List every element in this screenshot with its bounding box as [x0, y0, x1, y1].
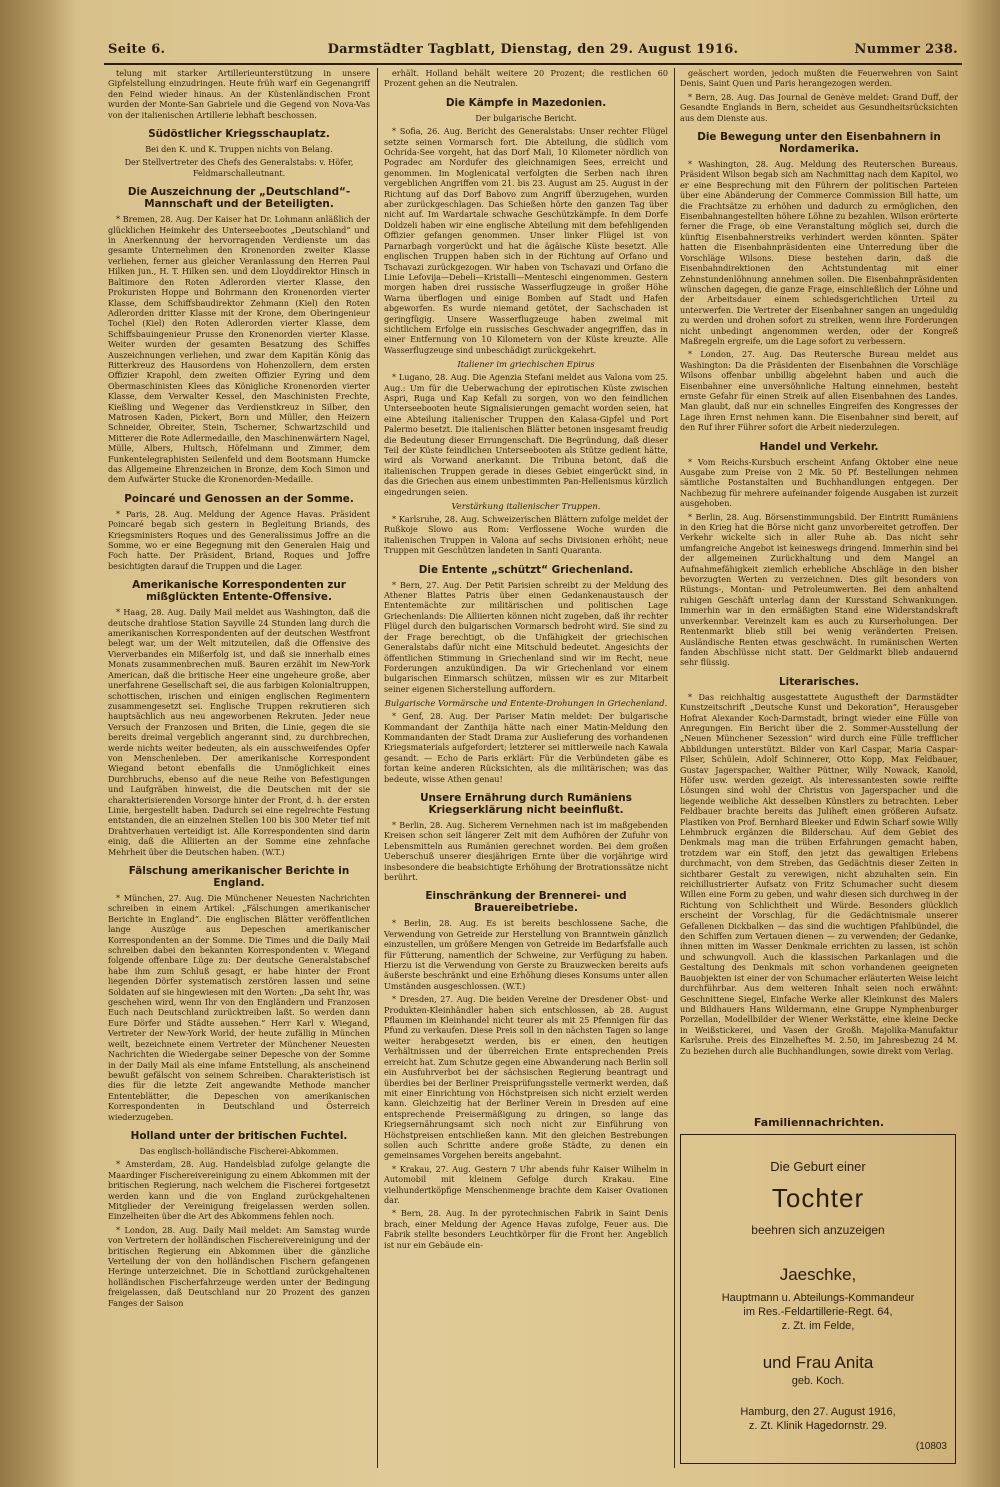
article-subheadline: Bulgarische Vormärsche und Entente-Drohungen in Griechenland.: [384, 698, 668, 709]
article-paragraph: * Paris, 28. Aug. Meldung der Agence Havas. Präsident Poincaré begab sich gestern in Begleitung Briands, des Kriegsministers Roques und des Generalissimus Joffre an die Somme, wo er eine Begegnung mit den Generalen Haig und Foch hatte. Der Präsident, Briand, Roques und Joffre besichtigten darauf die Truppen und die Lager.: [108, 508, 370, 571]
article-headline: Fälschung amerikanischer Berichte in England.: [128, 865, 350, 889]
header-page-number: Seite 6.: [108, 42, 166, 57]
header-rule: [104, 63, 962, 65]
birth-announcement: [680, 1134, 956, 1464]
article-headline: Literarisches.: [779, 675, 859, 688]
header-title: Darmstädter Tagblatt, Dienstag, den 29. August 1916.: [327, 42, 739, 57]
article-paragraph: * Dresden, 27. Aug. Die beiden Vereine der Dresdener Obst- und Produkten-Kleinhändler haben sich entschlossen, ab 28. August Pflaumen im Kleinhandel nicht teurer als mit 25 Pfennigen für das Pfund zu verkaufen. Diese Preis soll in den nächsten Tagen so lange weiter herabgesetzt werden, bis er einen, den heutigen Verhältnissen und der überreichen Ernte entsprechenden Preis erreicht hat. Zum Schutze gegen eine Abwanderung nach Berlin soll ein Ausfuhrverbot bei der sächsischen Regierung beantragt und überdies bei der Berliner Preisprüfungsstelle vermerkt werden, daß mit einer Einrichtung von Höchstpreisen sich nicht erzielt werden kann. Gleichzeitig hat der Berliner Verein in Dresden auf eine entsprechende Preisermäßigung zu dringen, so lange das Kriegsernährungsamt sich noch nicht zur Einführung von Höchstpreisen entschließen kann. Mit den gleichen Bestrebungen sollen auch Schritte andere große Städte, zu denen ein gemeinsames Vorgehen bereits angebahnt.: [384, 994, 668, 1161]
article-headline: Poincaré und Genossen an der Somme.: [124, 492, 354, 505]
article-paragraph: * Bern, 28. Aug. Das Journal de Genève meldet: Grand Duff, der Gesandte Englands in Bern, scheidet aus Gesundheitsrücksichten aus dem Dienste aus.: [680, 91, 958, 123]
column-1: [108, 68, 370, 1473]
announcement-line: Die Geburt einer: [770, 1159, 866, 1174]
announcement-rank: Hauptmann u. Abteilungs-Kommandeur: [721, 1292, 915, 1304]
article-paragraph: * London, 27. Aug. Das Reutersche Bureau meldet aus Washington: Da die Präsidenten der Eisenbahnen die Vorschläge Wilsons offenbar unbillig abgelehnt haben und auch die Eisenbahner eine unversöhnliche Haltung einnehmen, besteht ernste Gefahr für einen Streik auf allen Eisenbahnen des Landes. Man glaubt, daß nur ein schnelles Eingreifen des Kongresses der Lage ihren Ernst nehmen kann. Die Eisenbahner sind bereit, auf den Ruf ihrer Führer sofort die Arbeit niederzulegen.: [680, 349, 958, 433]
article-headline: Die Kämpfe in Mazedonien.: [445, 96, 607, 109]
page-spine-shadow: [0, 0, 78, 1487]
announcement-father-name: Jaeschke,: [779, 1265, 857, 1284]
page-header: [108, 42, 958, 62]
column-divider: [377, 68, 378, 1468]
announcement-line: beehren sich anzuzeigen: [751, 1223, 885, 1237]
article-paragraph: * Sofia, 26. Aug. Bericht des Generalstabs: Unser rechter Flügel setzte seinen Vormarsch fort. Die Abteilung, die südlich vom Ochrida-See vorgeht, hat das Dorf Mali, 10 Kilometer nördlich von Pogradec am Nordufer des gleichnamigen Sees, erreicht und genommen. Im Moglenicatal verfolgten die Serben nach ihren vergeblichen Angriffen vom 21. bis 23. August am 25. August in der Richtung auf das Dorf Babovo zum Angriff überzugehen, wurden aber zurückgeschlagen. Das Schießen hörte den ganzen Tag über nicht auf. Im Wardartale schwache Geschützkämpfe. In dem Dorfe Doldzeli haben wir eine englische Abteilung mit dem befehligenden Offizier gefangen genommen. Unser linker Flügel ist von Parnarbagh vorgerückt und hat die ägäische Küste besetzt. Alle englischen Truppen haben sich in der Richtung auf Orfano und Tschavazi zurückgezogen. Wir haben von Tschavazi und Orfano die Linie Lefovija—Debeli—Kristalli—Menteschi eingenommen. Gestern morgen haben drei russische Wasserflugzeuge in großer Höhe Warna überflogen und einige Bomben auf Stadt und Hafen abgeworfen. Es wurde niemand getötet, der Sachschaden ist geringfügig. Unsere Wasserflugzeuge haben zweimal mit sichtlichem Erfolge ein russisches Geschwader angegriffen, das in einer Entfernung von 10 Kilometern von der Küste kreuzte. Alle Wasserflugzeuge sind unbeschädigt zurückgekehrt.: [384, 126, 668, 355]
article-subtitle: Der bulgarische Bericht.: [475, 112, 577, 123]
article-headline: Die Entente „schützt“ Griechenland.: [418, 563, 634, 576]
article-paragraph: erhält. Holland behält weitere 20 Prozent; die restlichen 60 Prozent gehen an die Neutralen.: [384, 68, 668, 89]
article-headline: Handel und Verkehr.: [759, 440, 879, 453]
article-headline: Die Auszeichnung der „Deutschland“-Mannschaft und der Beteiligten.: [127, 186, 351, 211]
announcement-headline: Tochter: [771, 1183, 865, 1213]
article-headline: Südöstlicher Kriegsschauplatz.: [148, 128, 330, 141]
article-paragraph: * Berlin, 28. Aug. Börsenstimmungsbild. Der Eintritt Rumäniens in den Krieg hat die Börse nicht ganz unvorbereitet getroffen. Der Verkehr wickelte sich in aller Ruhe ab. Das nicht sehr umfangreiche Angebot ist keineswegs dringend. Immerhin sind bei der allgemeinen Zurückhaltung und dem Mangel an Aufnahmefähigkeit ziemlich erhebliche Abschläge in den bisher bevorzugten Werten zu verzeichnen. Dies gilt besonders von Rüstungs-, Montan- und Petroleumwerten. Bei dem anhaltend ruhigen Geschäft unterlag dann der Kursstand Schwankungen. Immerhin war in den ermäßigten Stand eine Widerstandskraft unverkennbar. Vereinzelt kam es auch zu Kurserholungen. Der Rentenmarkt blieb still bei wenig veränderten Preisen. Ausländische Renten etwas geschwächt. In rumänischen Werten fanden Abschlüsse nicht statt. Der Geldmarkt blieb andauernd sehr flüssig.: [680, 511, 958, 668]
article-paragraph: * Vom Reichs-Kursbuch erscheint Anfang Oktober eine neue Ausgabe zum Preise von 2 Mk. 50 Pf. Bestellungen nehmen sämtliche Postanstalten und Buchhandlungen entgegen. Der Nachbezug für mehrere aufeinander folgende Ausgaben ist zurzeit ausgehoben.: [680, 456, 958, 509]
article-headline: Amerikanische Korrespondenten zur mißglückten Entente-Offensive.: [132, 579, 346, 604]
family-notices-heading: Familiennachrichten.: [753, 1116, 885, 1129]
column-2: [384, 68, 668, 1473]
announcement-location: z. Zt. im Felde,: [781, 1320, 855, 1332]
article-paragraph: * Haag, 28. Aug. Daily Mail meldet aus Washington, daß die deutsche drahtlose Station Sayville 24 Stunden lang durch die amerikanischen Korrespondenten auf der deutschen Westfront belegt war, um der Welt mitzuteilen, daß die Offensive des Vierverbandes ein Mißerfolg ist, und daß sie innerhalb eines Monats zusammenbrechen muß. Bauren erzählt im New-York American, daß die britische Heer eine ungeheure große, aber unerfahrene Gesellschaft sei, die aus farbigen Kolonialtruppen, schottischen, irischen und einigen englischen Regimentern zusammengesetzt sei. Englische Truppen rekrutieren sich hauptsächlich aus neu angeworbenen Rekruten. Jeder neue Versuch der Franzosen und Briten, die Linie, gegen die sie bereits dreimal vergeblich angerannt sind, zu durchbrechen, werde nichts weiter bedeuten, als ein ausschweifendes Opfer von Menschenleben. Der amerikanische Korrespondent Wiegand betont ebenfalls die Unmöglichkeit eines Durchbruchs, ebenso auf die neue Reihe von Befestigungen und Laufgräben hinweist, die die Deutschen mit der sie charakterisierenden Vorsorge hinter der Front, d. h. der ersten Linie, hergestellt haben. Dadurch sei eine regelrechte Festung entstanden, die an einzelnen Stellen 100 bis 300 Meter tief mit Drahtverhauen verteidigt ist. Alle Korrespondenten sind darin einig, daß die Alliierten an der Somme eine zehnfache Mehrheit über die Deutschen haben. (W.T.): [108, 607, 370, 857]
article-paragraph: * Das reichhaltig ausgestattete Augustheft der Darmstädter Kunstzeitschrift „Deutsche Kunst und Dekoration“, Herausgeber Hofrat Alexander Koch-Darmstadt, bringt wieder eine Fülle von Anregungen. Ein Bericht über die 2. Sommer-Ausstellung der „Neuen Münchener Sezession“ wird durch eine Fülle trefflicher Abbildungen unterstützt. Bilder von Karl Caspar, Maria Caspar-Filser, Schülein, Adolf Schinnerer, Otto Kopp, Max Feldbauer, Gustav Jagerspacher, Walther Püttner, Willy Nowack, Kanold, Höfer usw. werden gezeigt. Als interessantesten sowie reiffte Lösungen sind wohl der Christus von Jagerspacher und die liegende weibliche Akt desselben Künstlers zu betrachten. Leber Feldbauer brachte bereits das Juliheft einen größeren Aufsatz. Plastiken von Prof. Bernhard Bleeker und Edwin Scharf sowie Willy Lehmbruck ergänzen die Bilderschau. Auf dem Gebiet des Denkmals mag man die trüben Erfahrungen gemacht haben, trotzdem war ein Stoff, den jetzt das gewaltigen Erlebens durchmacht, von dem Streben, das Gedächtnis dieser Zeiten in sichtbarer Gestalt zu verewigen, nicht abzuhalten sein. Ein reichillustrierter Aufsatz von Fritz Schumacher sucht diesem Willen eine Form zu geben, und wahr diesen sich durchweg in der Richtung von Schlichtheit und Würde. Besonders glücklich erscheint der Vorschlag, für die Gedächtnismale unserer Gefallenen Dickbalken — das sind die wuchtigen Pfahlbündel, die den Schiffen zum Vertauen dienen — zu verwenden; der Gedanke, ihnen mitten im Wasser Denkmale errichten zu lassen, ist schön und schwungvoll. Auch die klassischen Parkanlagen und die Gestaltung des Denkmals mit schon vorhandenen geeigneten Bauobjekten ist einer der von Schumacher erläuterten Weise leicht durchführbar. Aus dem weiteren Inhalt seien noch erwähnt: Geschnittene Siegel, Einfache Werke aller Kleinkunst des Malers und Bildhauers Hans Wildermann, eine Gruppe Nymphenburger Porzellan, Modellbilder der Wiener Werkstätte, eine kleine Decke in Weißstickerei, und Vasen der Großh. Majolika-Manufaktur Karlsruhe. Preis des Einzelheftes M. 2.50, im Jahresbezug 24 M. Zu beziehen durch alle Buchhandlungen, sowie direkt vom Verlag.: [680, 691, 958, 1056]
article-paragraph: * Bremen, 28. Aug. Der Kaiser hat Dr. Lohmann anläßlich der glücklichen Heimkehr des Unterseebootes „Deutschland“ und in Anerkennung der hervorragenden Verdienste um das gesamte Unternehmen den Kronenorden zweiter Klasse verliehen, ferner aus gleicher Veranlassung den Herren Paul Hilken jun., H. T. Hilken sen. und dem Lloyddirektor Hinsch in Baltimore den Roten Adlerorden vierter Klasse, den Prokuristen Hoppe und Bohrmann den Kronenorden vierter Klasse, dem Schiffsbaudirektor Zehmann (Kiel) den Roten Adlerorden dritter Klasse mit der Krone, dem Oberingenieur Tochel (Kiel) den Roten Adlerorden vierter Klasse, dem Schiffsbauingenieur Prusse den Kronenorden vierter Klasse. Weiter wurden der gesamten Besatzung des Schiffes Auszeichnungen verliehen, und zwar dem Kapitän König das Ritterkreuz des Hausordens von Hohenzollern, dem ersten Offizier Krapohl, dem zweiten Offizier Eyring und dem Obermaschinisten Klees das Königliche Kronenorden vierter Klasse, dem Verwalter Kessel, den Maschinisten Frechte, Kießling und Wegener das Verdienstkreuz in Silber, den Matrosen Kaden, Pickert, Born und Müller, den Heizern Schneider, Obreiter, Stein, Tscherner, Schwartzschild und Mitterer die Rote Adlermedaille, den Maschinenwärtern Nagel, Mülle, Albers, Hultsch, Höfelmann und Zimmer, dem Funkentelegraphisten Seilenfeld und dem Bootsmann Humcke das Allgemeine Ehrenzeichen in Bronze, dem Koch Simon und dem Aufwärter Stucke die Kronenorden-Medaille.: [108, 214, 370, 485]
article-paragraph: * London, 28. Aug. Daily Mail meldet: Am Samstag wurde von Vertretern der holländischen Fischereivereinigung und der britischen Regierung ein Abkommen über die gänzliche Verteilung der von den holländischen Fischern gefangenen Heringe unterzeichnet. Die in Schottland zurückgehaltenen holländischen Fischerfahrzeuge werden unter der Bedingung freigelassen, daß Deutschland nur 20 Prozent des ganzen Fanges der Saison: [108, 1224, 370, 1308]
article-paragraph: telung mit starker Artillerieunterstützung in unsere Gipfelstellung einzudringen. Heute früh warf ein Gegenangriff den Feind wieder hinaus. An der Küstenländischen Front wurden der Monte-San Gabriele und die Gegend von Nova-Vas von der italienischen Artillerie lebhaft beschossen.: [108, 68, 370, 120]
article-paragraph: * Krakau, 27. Aug. Gestern 7 Uhr abends fuhr Kaiser Wilhelm in Automobil mit kleinem Gefolge durch Krakau. Eine vielhundertköpfige Menschenmenge brachte dem Kaiser Ovationen dar.: [384, 1163, 668, 1205]
announcement-clinic: z. Zt. Klinik Hagedornstr. 29.: [748, 1420, 888, 1432]
article-paragraph: * Bern, 28. Aug. In der pyrotechnischen Fabrik in Saint Denis brach, einer Meldung der Agence Havas zufolge, Feuer aus. Die Fabrik stellte besonders Leuchtkörper für die Front her. Angeblich ist nur ein Gebäude ein-: [384, 1208, 668, 1250]
article-paragraph: geäschert worden, jedoch mußten die Feuerwehren von Saint Denis, Saint Quen und Paris herangezogen werden.: [680, 68, 958, 89]
column-3: [680, 68, 958, 1056]
announcement-place-date: [681, 1405, 955, 1433]
article-headline: Unsere Ernährung durch Rumäniens Kriegserklärung nicht beeinflußt.: [420, 791, 632, 816]
article-paragraph: * Genf, 28. Aug. Der Pariser Matin meldet: Der bulgarische Kommandant der Zanthija hätte nach einer Matin-Meldung den Kommandanten der Stadt Drama zur Auslieferung des vorhandenen Kriegsmaterials aufgefordert; letzterer sei mittlerweile nach Kawala gesandt. — Echo de Paris erklärt: Für die Verbündeten gäbe es fortan keine anderen Rücksichten, als die militärischen; was das bedeute, wisse Athen genau!: [384, 711, 668, 784]
header-issue-number: Nummer 238.: [854, 42, 958, 57]
announcement-code: (10803: [915, 1441, 947, 1452]
article-subtitle: Bei den K. und K. Truppen nichts von Belang.: [145, 144, 333, 155]
article-paragraph: * München, 27. Aug. Die Münchener Neuesten Nachrichten schreiben in einem Artikel: „Fälschungen amerikanischer Berichte in England“. Die englischen Blätter veröffentlichen lange Auszüge aus Depeschen amerikanischer Korrespondenten an der Somme. Die Times und die Daily Mail schreiben dabei den bekannten Korrespondenten v. Wiegand folgende offenbare Lüge zu: Der deutsche Generalstabschef habe ihm zum Schluß gesagt, er habe hinter der Front liegenden Dörfer systematisch zerstören lassen und seine Soldaten auf sie hingewiesen mit den Worten: „Da seht Ihr, was geschehen wird, wenn Ihr von den Engländern und Franzosen Euch nach Deutschland zurücktreiben laßt. So werden dann Eure Dörfer und Städte aussehen.“ Herr Karl v. Wiegand, Vertreter der New-York World, der heute zufällig in München weilt, bezeichnete einem Vertreter der Münchener Neuesten Nachrichten die Wiedergabe seiner Depesche von der Somme in der Daily Mail als eine infame Entstellung, als anscheinend bewußt gefälscht von seinem Schreiben. Charakteristisch ist dies für die letzte Zeit angewandte Methode mancher Ententeblätter, die Depeschen von amerikanischen Korrespondenten in Deutschland und Österreich wiederzugeben.: [108, 893, 370, 1122]
article-headline: Holland unter der britischen Fuchtel.: [130, 1129, 348, 1142]
article-headline: Die Bewegung unter den Eisenbahnern in Nordamerika.: [697, 131, 941, 156]
article-subheadline: Verstärkung italienischer Truppen.: [451, 501, 601, 512]
announcement-nee: geb. Koch.: [791, 1375, 845, 1387]
article-subheadline: Italiener im griechischen Epirus: [457, 359, 595, 370]
column-divider: [674, 68, 675, 1468]
article-paragraph: * Karlsruhe, 28. Aug. Schweizerischen Blättern zufolge meldet der Rußkoje Slowo aus Rom: Verflossene Woche wurden die italienischen Truppen in Valona auf sechs Divisionen erhöht; neue Truppen mit Geschützen landeten in Santi Quaranta.: [384, 514, 668, 556]
announcement-place: Hamburg, den 27. August 1916,: [740, 1406, 896, 1418]
article-paragraph: * Berlin, 28. Aug. Sicherem Vernehmen nach ist im maßgebenden Kreisen schon seit längerer Zeit mit dem Aufhören der Zufuhr von Lebensmitteln aus Rumänien gerechnet worden. Bei dem großen Ueberschuß unserer diesjährigen Ernte über die vorjährige wird insbesondere die beabsichtigte Erhöhung der Brotrationssätze nicht berührt.: [384, 819, 668, 882]
article-paragraph: * Washington, 28. Aug. Meldung des Reuterschen Bureaus. Präsident Wilson begab sich am Nachmittag nach dem Kapitol, wo er eine Besprechung mit den Führern der politischen Parteien über eine Abänderung der Commerce Commission Bill hatte, um die Frachtsätze zu erhöhen und dadurch zu ermöglichen, den Eisenbahnangestellten höhere Löhne zu bezahlen. Wilson erörterte ferner die Frage, ob eine Veranstaltung möglich sei, durch die künftig Eisenbahnerstreiks verhindert werden könnten. Später hatten die Eisenbahnpräsidenten eine Unterredung über die Vorschläge Wilsons. Diese bestehen darin, daß die Eisenbahndirektionen den Achtstundentag mit einer Zehnstundenlöhnung annehmen sollen. Die Eisenbahnpräsidenten wünschen dagegen, die ganze Frage, einschließlich der Löhne und der Arbeitsdauer einem schiedsgerichtlichen Urteil zu unterwerfen. Die Vertreter der Eisenbahner sangen an ungeduldig zu werden und drohen sofort zu streiken, wenn ihre Forderungen nicht unbedingt angenommen werden, oder der Kongreß Maßregeln ergreife, um die Lage sofort zu verbessern.: [680, 159, 958, 346]
article-headline: Einschränkung der Brennerei- und Brauereibetriebe.: [425, 890, 627, 915]
article-paragraph: * Lugano, 28. Aug. Die Agenzia Stefani meldet aus Valona vom 25. Aug.: Um für die Ueberwachung der epirotischen Küste zwischen Aspri, Ruga und Kap Kefali zu sorgen, von wo den feindlichen Unterseebooten heute Signalisierungen gemacht worden seien, hat eine Abteilung italienischer Truppen den Kalasa-Gipfel und Port Palermo besetzt. Die italienischen Blätter betonen insgesamt freudig die Bedeutung dieser Errungenschaft. Die Begründung, daß dieser Teil der Küste feindlichen Unterseebooten als Stütze gedient hätte, wird als Vorwand anerkannt. Die Tribuna betont, daß die italienischen Truppen gerade in dieses Gebiet eingerückt sind, in das die Griechen aus einem unbestimmten Pan-Hellenismus kürzlich eingedrungen seien.: [384, 372, 668, 497]
announcement-father-rank: [681, 1291, 955, 1333]
article-subtitle: Das englisch-holländische Fischerei-Abkommen.: [139, 1145, 339, 1156]
article-paragraph: * Berlin, 28. Aug. Es ist bereits beschlossene Sache, die Verwendung von Getreide zur Herstellung von Branntwein gänzlich einzustellen, um größere Mengen von Getreide im Bedarfsfalle auch für Fütterung, namentlich der Schweine, zur Verfügung zu haben. Hierzu ist die Verwendung von Gerste zu Brauzwecken bereits aufs äußerste beschränkt und eine Erhöhung dieses Konsums unter allen Umständen ausgeschlossen. (W.T.): [384, 918, 668, 991]
article-paragraph: * Bern, 27. Aug. Der Petit Parisien schreibt zu der Meldung des Athener Blattes Patris über einen Gedankenaustausch der Ententemächte zur militärischen und politischen Lage Griechenlands: Die Alliierten können nicht zugeben, daß ihr rechter Flügel durch den bulgarischen Vormarsch bedroht wird. Sie sind zu der Frage berechtigt, ob die Unfähigkeit der griechischen Generalstabs dafür nicht eine Mitschuld bedeutet. Angesichts der öffentlichen Stimmung in Griechenland sind wir im Recht, neue Forderungen anzukündigen. Da wir Griechenland vor einem bulgarischen Einmarsch schützen, müssen wir es zur Mitarbeit seiner eigenen Sicherstellung auffordern.: [384, 579, 668, 694]
article-paragraph: * Amsterdam, 28. Aug. Handelsblad zufolge gelangte die Maardinger Fischereivereinigung zu einem Abkommen mit der britischen Regierung, nach welchem die Fischerei fortgesetzt werden kann und die von England zurückgehaltenen Mitglieder der Vereinigung freigelassen werden sollen. Einzelheiten über die Art des Abkommens fehlen noch.: [108, 1159, 370, 1222]
article-subtitle: Der Stellvertreter des Chefs des Generalstabs: v. Höfer, Feldmarschalleutnant.: [124, 157, 354, 178]
announcement-unit: im Res.-Feldartillerie-Regt. 64,: [743, 1306, 893, 1318]
announcement-mother-name: und Frau Anita: [762, 1353, 874, 1372]
